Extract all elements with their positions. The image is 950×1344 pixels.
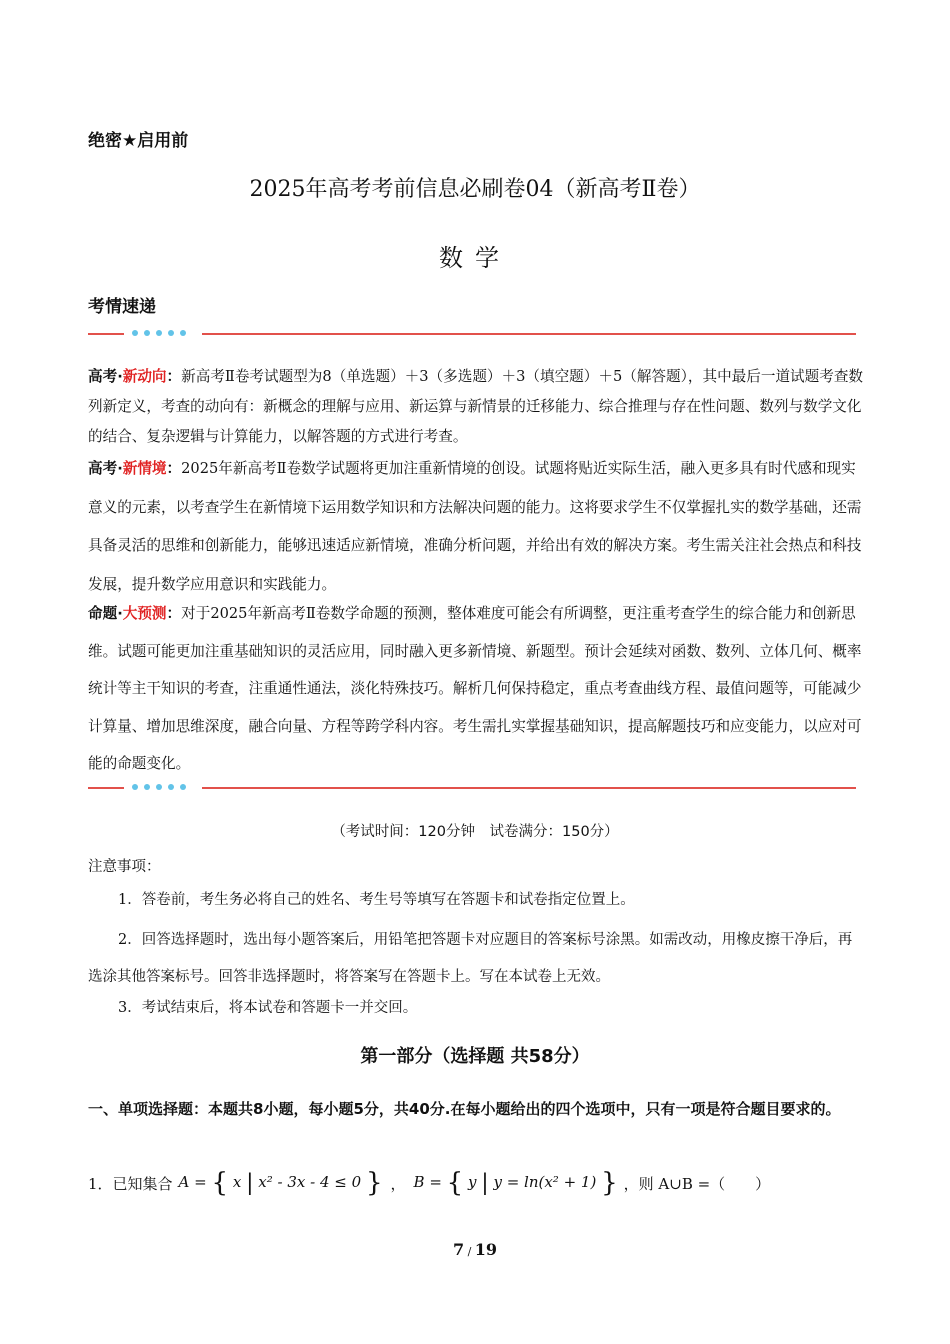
- part-title: 第一部分（选择题 共58分）: [360, 1046, 590, 1067]
- note-item: 1．答卷前，考生务必将自己的姓名、考生号等填写在答题卡和试卷指定位置上。: [118, 892, 635, 908]
- question-number: 1．已知集合: [88, 1174, 173, 1193]
- confidential-mark: 绝密★启用前: [88, 131, 189, 151]
- question-section-heading: 一、单项选择题：本题共8小题，每小题5分，共40分.在每小题给出的四个选项中，只有一项是符合题目要求的。: [88, 1100, 841, 1118]
- note-item: 3．考试结束后，将本试卷和答题卡一并交回。: [118, 1000, 418, 1016]
- page-number: 7 / 19: [452, 1240, 498, 1259]
- overview-label: 命题·大预测：: [88, 605, 182, 622]
- note-item: 2．回答选择题时，选出每小题答案后，用铅笔把答题卡对应题目的答案标号涂黑。如需改动，用橡皮擦干净后，再选涂其他答案标号。回答非选择题时，将答案写在答题卡上。写在本试卷上无效。: [88, 932, 853, 985]
- exam-time-info: （考试时间：120分钟 试卷满分：150分）: [331, 824, 619, 840]
- notes-heading: 注意事项：: [88, 859, 161, 875]
- overview-heading: 考情速递: [88, 297, 156, 317]
- set-b: B = { y | y = ln(x² + 1) }: [413, 1168, 618, 1198]
- divider-bottom: [88, 784, 856, 792]
- subject-title: 数学: [439, 244, 511, 272]
- question-1: 1．已知集合 A = { x | x² - 3x - 4 ≤ 0 } ， B = { y | y = ln(x² + 1) } ，则 A∪B =（ ）: [88, 1168, 771, 1198]
- overview-label: 高考·新动向：: [88, 368, 182, 385]
- question-tail: ，则 A∪B =（ ）: [623, 1174, 771, 1193]
- overview-item-context: 高考·新情境：2025年新高考Ⅱ卷数学试题将更加注重新情境的创设。试题将贴近实际生活，融入更多具有时代感和现实意义的元素，以考查学生在新情境下运用数学知识和方法解决问题的能力。这将要求学生不仅掌握扎实的数学基础，还需具备灵活的思维和创新能力，能够迅速适应新情境，准确分析问题，并给出有效的解决方案。考生需关注社会热点和科技发展，提升数学应用意识和实践能力。: [88, 460, 862, 593]
- overview-item-prediction: 命题·大预测：对于2025年新高考Ⅱ卷数学命题的预测，整体难度可能会有所调整，更注重考查学生的综合能力和创新思维。试题可能更加注重基础知识的灵活应用，同时融入更多新情境、新题型。预计会延续对函数、数列、立体几何、概率统计等主干知识的考查，注重通性通法，淡化特殊技巧。解析几何保持稳定，重点考查曲线方程、最值问题等，可能减少计算量、增加思维深度，融合向量、方程等跨学科内容。考生需扎实掌握基础知识，提高解题技巧和应变能力，以应对可能的命题变化。: [88, 605, 862, 772]
- set-a: A = { x | x² - 3x - 4 ≤ 0 }: [178, 1168, 383, 1198]
- paper-title: 2025年高考考前信息必刷卷04（新高考Ⅱ卷）: [249, 177, 701, 202]
- overview-item-trend: 高考·新动向：新高考Ⅱ卷考试题型为8（单选题）＋3（多选题）＋3（填空题）＋5（解答题），其中最后一道试题考查数列新定义，考查的动向有：新概念的理解与应用、新运算与新情景的迁移能力、综合推理与存在性问题、数列与数学文化的结合、复杂逻辑与计算能力，以解答题的方式进行考查。: [88, 368, 864, 445]
- overview-label: 高考·新情境：: [88, 460, 182, 477]
- divider-top: [88, 330, 856, 338]
